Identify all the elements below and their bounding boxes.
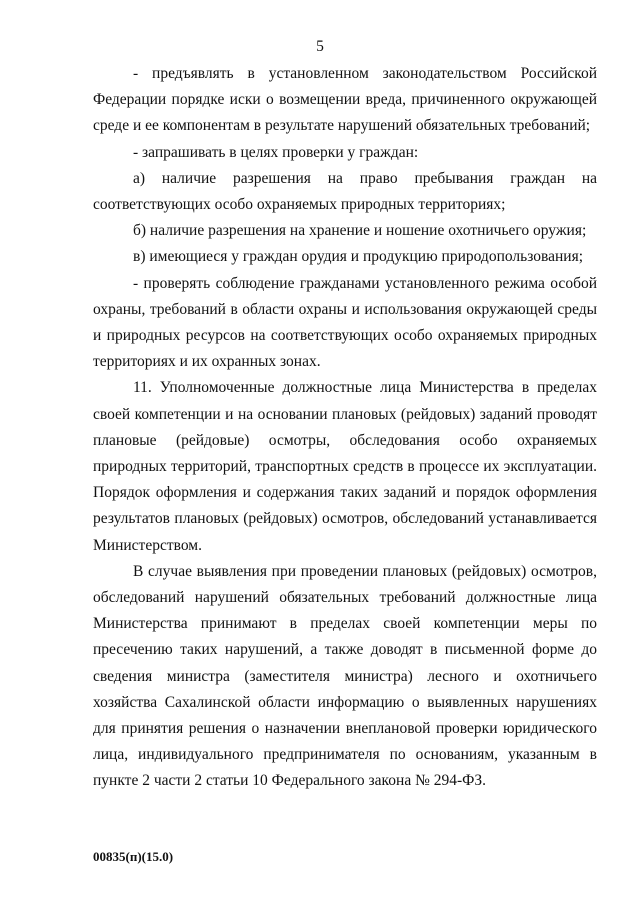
paragraph-check-compliance: - проверять соблюдение гражданами установленного режима особой охраны, требований в области охраны и использования окружающей среды и природных ресурсов на соответствующих особо охраняемых природных территориях и их охранных зонах. <box>93 274 597 371</box>
paragraph-item-b: б) наличие разрешения на хранение и ношение охотничьего оружия; <box>133 222 587 240</box>
document-body <box>93 61 597 795</box>
paragraph-item-c: в) имеющиеся у граждан орудия и продукцию природопользования; <box>133 248 584 266</box>
document-code: 00835(п)(15.0) <box>93 849 174 864</box>
paragraph-section-11: 11. Уполномоченные должностные лица Министерства в пределах своей компетенции и на основании плановых (рейдовых) заданий проводят плановые (рейдовые) осмотры, обследования особо охраняемых природных территорий, транспортных средств в процессе их эксплуатации. Порядок оформления и содержания таких заданий и порядок оформления результатов плановых (рейдовых) осмотров, обследований устанавливается Министерством. <box>93 379 597 554</box>
paragraph-item-a: а) наличие разрешения на право пребывания граждан на соответствующих особо охраняемых природных территориях; <box>93 169 597 214</box>
paragraph-claims: - предъявлять в установленном законодательством Российской Федерации порядке иски о возмещении вреда, причиненного окружающей среде и ее компонентам в результате нарушений обязательных требований; <box>93 65 597 135</box>
paragraph-violations: В случае выявления при проведении плановых (рейдовых) осмотров, обследований нарушений обязательных требований должностные лица Министерства принимают в пределах своей компетенции меры по пресечению таких нарушений, а также доводят в письменной форме до сведения министра (заместителя министра) лесного и охотничьего хозяйства Сахалинской области информацию о выявленных нарушениях для принятия решения о назначении внеплановой проверки юридического лица, индивидуального предпринимателя по основаниям, указанным в пункте 2 части 2 статьи 10 Федерального закона № 294-ФЗ. <box>93 562 597 790</box>
page-number: 5 <box>316 38 324 55</box>
paragraph-request-citizens: - запрашивать в целях проверки у граждан: <box>133 143 419 161</box>
